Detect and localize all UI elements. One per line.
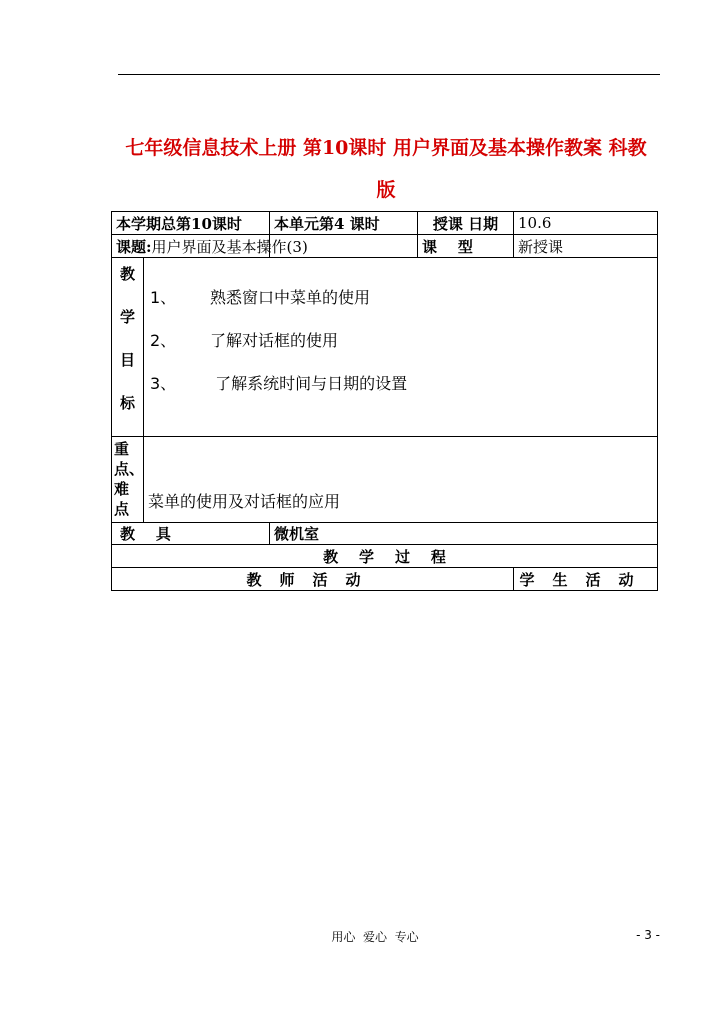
objective-number: 3、: [150, 374, 177, 393]
page-number: - 3 -: [636, 928, 660, 942]
objective-text: 了解对话框的使用: [210, 331, 339, 350]
table-row: [112, 545, 658, 568]
date-label-cell: 授课 日期: [418, 212, 514, 235]
table-row: [112, 523, 658, 545]
keypoints-label: [112, 437, 144, 523]
type-value-cell: 新授课: [514, 235, 658, 258]
topic-label: 课题:: [116, 237, 152, 256]
total-lesson-cell: 本学期总第10课时: [112, 212, 270, 235]
lesson-plan-table: [111, 211, 658, 591]
objective-item: [148, 288, 653, 331]
objectives-label-char: 目: [119, 351, 135, 369]
objective-text: 了解系统时间与日期的设置: [210, 374, 408, 393]
type-label-cell: 课 型: [418, 235, 514, 258]
date-value-cell: 10.6: [514, 212, 658, 235]
objectives-label: [112, 258, 144, 437]
objectives-label-char: 教: [119, 265, 135, 283]
process-header: 教 学 过 程: [112, 545, 658, 568]
objective-number: 1、: [150, 288, 177, 307]
topic-cell: [112, 235, 308, 258]
objectives-label-char: 学: [119, 308, 135, 326]
tools-label: 教 具: [120, 525, 171, 543]
objective-item: [148, 374, 653, 417]
objective-number: 2、: [150, 331, 177, 350]
keypoints-label-line: 点、: [114, 460, 145, 478]
header-rule: [118, 74, 660, 75]
keypoints-label-line: 难: [114, 480, 130, 498]
topic-value: 用户界面及基本操作(3): [151, 237, 308, 256]
keypoints-text: 菜单的使用及对话框的应用: [148, 492, 341, 511]
table-row: [112, 258, 658, 437]
document-title-line-1: 七年级信息技术上册 第10课时 用户界面及基本操作教案 科教: [125, 137, 647, 159]
student-activity-label: 学生活动: [519, 570, 652, 589]
student-activity-header: [514, 568, 658, 591]
objectives-content: [144, 258, 658, 437]
keypoints-label-line: 重: [114, 440, 130, 458]
tools-label-cell: [112, 523, 270, 545]
footer-motto: 用心 爱心 专心: [331, 930, 419, 944]
keypoints-label-line: 点: [114, 500, 130, 518]
objective-item: [148, 331, 653, 374]
table-row: [112, 212, 658, 235]
keypoints-content: [144, 437, 658, 523]
objective-text: 熟悉窗口中菜单的使用: [210, 288, 371, 307]
document-title-line-2: 版: [376, 179, 396, 201]
table-row: [112, 568, 658, 591]
unit-lesson-cell: 本单元第4 课时: [270, 212, 418, 235]
teacher-activity-header: [112, 568, 514, 591]
table-row: [112, 235, 658, 258]
tools-value-cell: 微机室: [270, 523, 658, 545]
teacher-activity-label: 教师活动: [246, 570, 379, 589]
objectives-label-char: 标: [119, 394, 135, 412]
table-row: [112, 437, 658, 523]
